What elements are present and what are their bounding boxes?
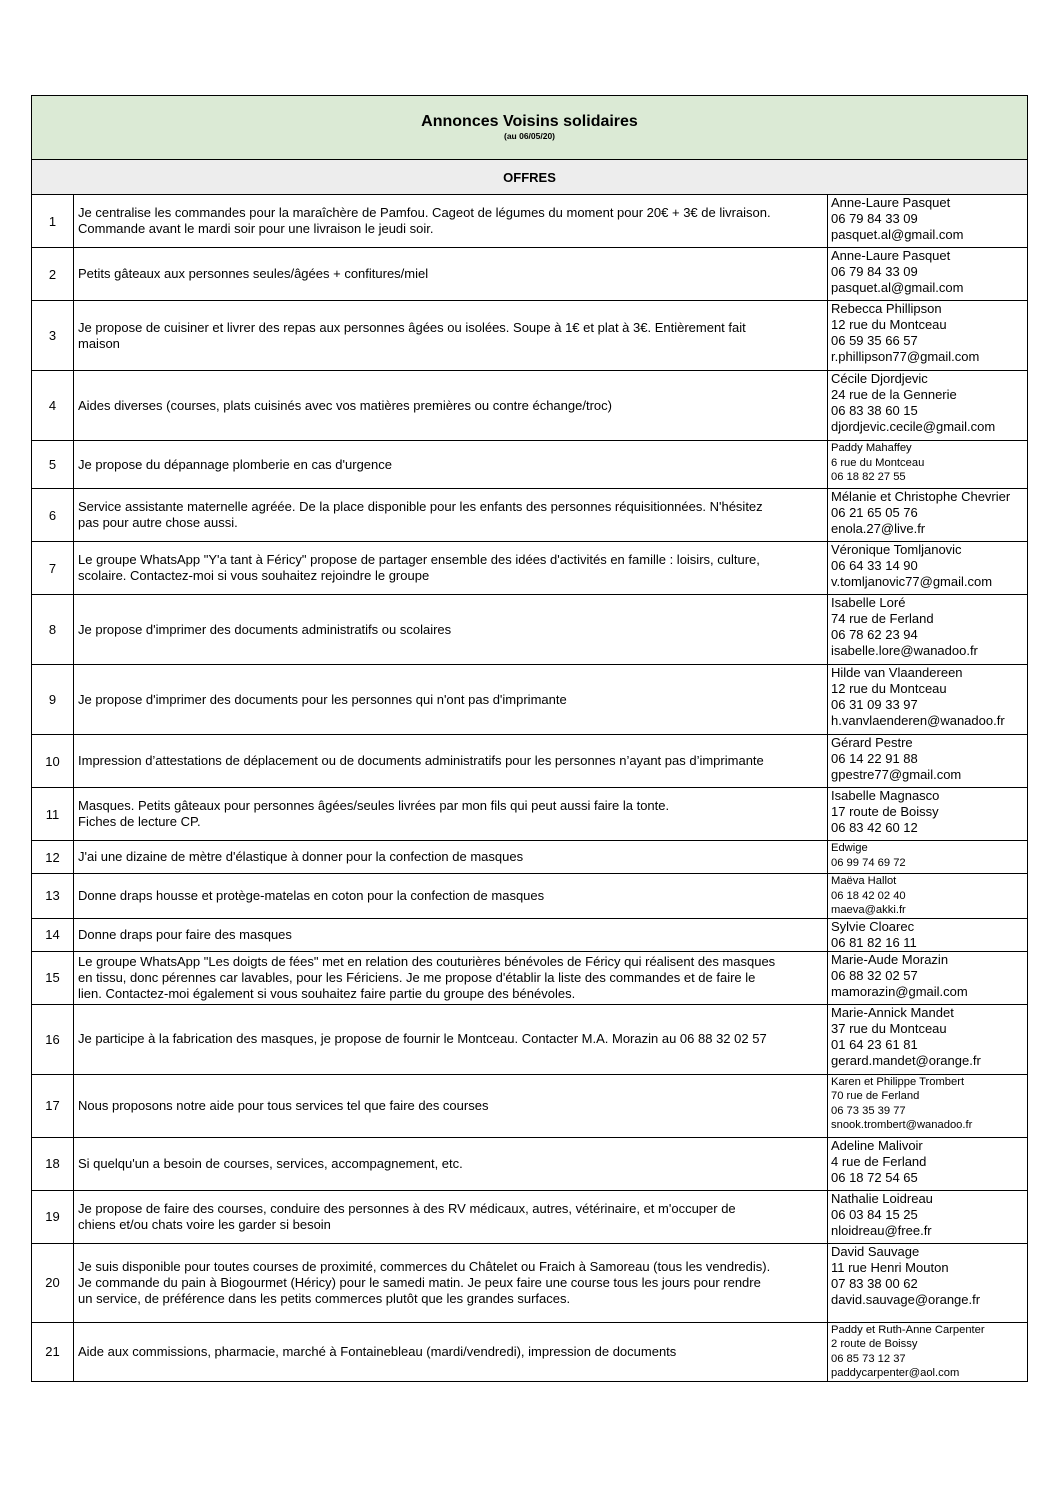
contact-line: 01 64 23 61 81 bbox=[831, 1036, 918, 1052]
contact-line: 17 route de Boissy bbox=[831, 804, 939, 819]
description-line: maison bbox=[78, 335, 120, 351]
offer-number: 11 bbox=[32, 788, 74, 841]
contact-line: gpestre77@gmail.com bbox=[831, 767, 962, 782]
table-row bbox=[32, 542, 1028, 595]
contact-line: Isabelle Loré bbox=[831, 595, 906, 610]
contact-line: 06 88 32 02 57 bbox=[831, 967, 918, 983]
description-line: Si quelqu'un a besoin de courses, services, accompagnement, etc. bbox=[78, 1155, 463, 1171]
description-line: en tissu, donc pérennes car lavables, pour les Fériciens. Je me propose d'établir la liste des commandes et de faire le bbox=[78, 969, 756, 985]
contact-line: Paddy Mahaffey bbox=[831, 442, 912, 454]
description-line: Je propose du dépannage plomberie en cas d'urgence bbox=[78, 456, 392, 472]
offer-number: 12 bbox=[32, 841, 74, 874]
contact-line: Anne-Laure Pasquet bbox=[831, 195, 951, 210]
contact-line: Paddy et Ruth-Anne Carpenter bbox=[831, 1323, 985, 1336]
offer-contact bbox=[828, 195, 1028, 248]
offer-description bbox=[74, 1074, 828, 1137]
contact-line: Isabelle Magnasco bbox=[831, 788, 940, 803]
table-row bbox=[32, 195, 1028, 248]
offer-description bbox=[74, 301, 828, 371]
table-row bbox=[32, 489, 1028, 542]
offer-number: 8 bbox=[32, 595, 74, 665]
description-line: Je propose de cuisiner et livrer des repas aux personnes âgées ou isolées. Soupe à 1€ et plat à 3€. Entièrement fait bbox=[78, 319, 746, 335]
description-line: pas pour autre chose aussi. bbox=[78, 515, 238, 530]
table-row bbox=[32, 595, 1028, 665]
offer-number: 1 bbox=[32, 195, 74, 248]
description-line: scolaire. Contactez-moi si vous souhaitez rejoindre le groupe bbox=[78, 568, 430, 583]
description-line: Donne draps housse et protège-matelas en coton pour la confection de masques bbox=[78, 887, 545, 903]
offer-contact bbox=[828, 951, 1028, 1004]
offer-description bbox=[74, 248, 828, 301]
contact-line: 12 rue du Montceau bbox=[831, 317, 947, 332]
description-line: lien. Contactez-moi également si vous souhaitez faire partie du groupe des bénévoles. bbox=[78, 985, 576, 1001]
contact-line: enola.27@live.fr bbox=[831, 521, 926, 536]
offer-number: 16 bbox=[32, 1004, 74, 1074]
offer-description bbox=[74, 595, 828, 665]
offer-contact bbox=[828, 248, 1028, 301]
table-row bbox=[32, 1004, 1028, 1074]
offer-contact bbox=[828, 1190, 1028, 1243]
contact-line: pasquet.al@gmail.com bbox=[831, 227, 964, 242]
offer-description bbox=[74, 1190, 828, 1243]
contact-line: Maëva Hallot bbox=[831, 875, 897, 887]
contact-line: 06 18 82 27 55 bbox=[831, 471, 906, 483]
contact-line: 06 03 84 15 25 bbox=[831, 1206, 918, 1222]
title-cell bbox=[32, 96, 1028, 160]
offer-contact bbox=[828, 371, 1028, 441]
contact-line: Edwige bbox=[831, 842, 868, 854]
offer-description bbox=[74, 1137, 828, 1190]
table-row bbox=[32, 248, 1028, 301]
contact-line: v.tomljanovic77@gmail.com bbox=[831, 574, 993, 589]
offer-description bbox=[74, 735, 828, 788]
contact-line: 06 73 35 39 77 bbox=[831, 1104, 906, 1117]
offer-description bbox=[74, 841, 828, 874]
contact-line: Nathalie Loidreau bbox=[831, 1190, 933, 1206]
offer-description bbox=[74, 874, 828, 919]
contact-line: 06 18 72 54 65 bbox=[831, 1169, 918, 1185]
table-row bbox=[32, 441, 1028, 489]
offer-number: 7 bbox=[32, 542, 74, 595]
table-row bbox=[32, 1074, 1028, 1137]
offer-description bbox=[74, 1004, 828, 1074]
description-line: J'ai une dizaine de mètre d'élastique à donner pour la confection de masques bbox=[78, 849, 524, 864]
offer-description bbox=[74, 918, 828, 951]
description-line: Petits gâteaux aux personnes seules/âgées + confitures/miel bbox=[78, 266, 429, 281]
offer-description bbox=[74, 1322, 828, 1381]
contact-line: 06 78 62 23 94 bbox=[831, 627, 918, 642]
offer-number: 4 bbox=[32, 371, 74, 441]
offer-description bbox=[74, 195, 828, 248]
contact-line: h.vanvlaenderen@wanadoo.fr bbox=[831, 713, 1005, 728]
title-row bbox=[32, 96, 1028, 160]
description-line: Je propose d'imprimer des documents administratifs ou scolaires bbox=[78, 621, 452, 637]
contact-line: r.phillipson77@gmail.com bbox=[831, 349, 980, 364]
offer-number: 20 bbox=[32, 1243, 74, 1322]
description-line: Le groupe WhatsApp "Y'a tant à Féricy" propose de partager ensemble des idées d'activités en famille : loisirs, culture, bbox=[78, 552, 760, 567]
contact-line: maeva@akki.fr bbox=[831, 904, 906, 916]
offer-description bbox=[74, 489, 828, 542]
offer-number: 10 bbox=[32, 735, 74, 788]
contact-line: gerard.mandet@orange.fr bbox=[831, 1052, 981, 1068]
table-row bbox=[32, 788, 1028, 841]
table-row bbox=[32, 874, 1028, 919]
offer-contact bbox=[828, 918, 1028, 951]
offer-description bbox=[74, 371, 828, 441]
offer-number: 2 bbox=[32, 248, 74, 301]
offer-number: 3 bbox=[32, 301, 74, 371]
table-row bbox=[32, 841, 1028, 874]
offer-number: 6 bbox=[32, 489, 74, 542]
contact-line: Adeline Malivoir bbox=[831, 1137, 923, 1153]
page-title: Annonces Voisins solidaires bbox=[421, 113, 638, 130]
offer-number: 18 bbox=[32, 1137, 74, 1190]
offer-number: 17 bbox=[32, 1074, 74, 1137]
table-row bbox=[32, 1190, 1028, 1243]
contact-line: Véronique Tomljanovic bbox=[831, 542, 962, 557]
contact-line: Marie-Annick Mandet bbox=[831, 1004, 954, 1020]
contact-line: Rebecca Phillipson bbox=[831, 301, 942, 316]
description-line: Aide aux commissions, pharmacie, marché à Fontainebleau (mardi/vendredi), impression de documents bbox=[78, 1343, 677, 1359]
contact-line: djordjevic.cecile@gmail.com bbox=[831, 419, 996, 434]
contact-line: Mélanie et Christophe Chevrier bbox=[831, 489, 1011, 504]
contact-line: David Sauvage bbox=[831, 1243, 920, 1259]
contact-line: 06 85 73 12 37 bbox=[831, 1352, 906, 1365]
offer-contact bbox=[828, 1004, 1028, 1074]
description-line: Je suis disponible pour toutes courses de proximité, commerces du Châtelet ou Fraich à Samoreau (tous les vendredis). bbox=[78, 1258, 771, 1274]
offer-contact bbox=[828, 841, 1028, 874]
table-row bbox=[32, 918, 1028, 951]
offer-number: 9 bbox=[32, 665, 74, 735]
description-line: Je participe à la fabrication des masques, je propose de fournir le Montceau. Contacter M.A. Morazin au 06 88 32 02 57 bbox=[78, 1031, 767, 1046]
description-line: Je propose d'imprimer des documents pour les personnes qui n'ont pas d'imprimante bbox=[78, 691, 567, 707]
offer-contact bbox=[828, 874, 1028, 919]
contact-line: Cécile Djordjevic bbox=[831, 371, 928, 386]
offer-contact bbox=[828, 665, 1028, 735]
contact-line: isabelle.lore@wanadoo.fr bbox=[831, 643, 978, 658]
offer-contact bbox=[828, 788, 1028, 841]
contact-line: 06 64 33 14 90 bbox=[831, 558, 918, 573]
contact-line: 06 83 38 60 15 bbox=[831, 403, 918, 418]
offer-number: 5 bbox=[32, 441, 74, 489]
contact-line: 70 rue de Ferland bbox=[831, 1090, 920, 1102]
table-row bbox=[32, 951, 1028, 1004]
page-subtitle: (au 06/05/20) bbox=[503, 131, 556, 141]
description-line: Masques. Petits gâteaux pour personnes âgées/seules livrées par mon fils qui peut aussi faire la tonte. bbox=[78, 798, 670, 813]
offer-number: 13 bbox=[32, 874, 74, 919]
contact-line: Hilde van Vlaandereen bbox=[831, 665, 963, 680]
contact-line: 06 14 22 91 88 bbox=[831, 751, 918, 766]
offer-number: 21 bbox=[32, 1322, 74, 1381]
description-line: Impression d’attestations de déplacement ou de documents administratifs pour les personnes n’ayant pas d’imprimante bbox=[78, 753, 764, 768]
description-line: Aides diverses (courses, plats cuisinés avec vos matières premières ou contre échange/troc) bbox=[78, 397, 612, 413]
contact-line: 37 rue du Montceau bbox=[831, 1020, 947, 1036]
offers-table bbox=[31, 95, 1028, 1382]
offer-contact bbox=[828, 542, 1028, 595]
description-line: Donne draps pour faire des masques bbox=[78, 926, 292, 942]
contact-line: pasquet.al@gmail.com bbox=[831, 280, 964, 295]
contact-line: 06 31 09 33 97 bbox=[831, 697, 918, 712]
offer-number: 19 bbox=[32, 1190, 74, 1243]
contact-line: 06 79 84 33 09 bbox=[831, 264, 918, 279]
contact-line: 6 rue du Montceau bbox=[831, 456, 925, 469]
contact-line: snook.trombert@wanadoo.fr bbox=[831, 1119, 973, 1131]
contact-line: Karen et Philippe Trombert bbox=[831, 1075, 965, 1088]
contact-line: 24 rue de la Gennerie bbox=[831, 387, 957, 402]
table-row bbox=[32, 1322, 1028, 1381]
offer-contact bbox=[828, 735, 1028, 788]
offer-contact bbox=[828, 301, 1028, 371]
offer-description bbox=[74, 441, 828, 489]
offer-contact bbox=[828, 1322, 1028, 1381]
table-row bbox=[32, 371, 1028, 441]
contact-line: 06 81 82 16 11 bbox=[831, 934, 917, 950]
contact-line: 07 83 38 00 62 bbox=[831, 1275, 918, 1291]
contact-line: david.sauvage@orange.fr bbox=[831, 1291, 981, 1307]
contact-line: 06 18 42 02 40 bbox=[831, 889, 906, 902]
offer-contact bbox=[828, 1243, 1028, 1322]
table-row bbox=[32, 735, 1028, 788]
contact-line: Sylvie Cloarec bbox=[831, 918, 915, 934]
description-line: chiens et/ou chats voire les garder si besoin bbox=[78, 1216, 331, 1232]
contact-line: mamorazin@gmail.com bbox=[831, 983, 968, 999]
description-line: Je propose de faire des courses, conduire des personnes à des RV médicaux, autres, vétérinaire, et m'occuper de bbox=[78, 1200, 736, 1216]
table-row bbox=[32, 1243, 1028, 1322]
description-line: Service assistante maternelle agréée. De la place disponible pour les enfants des personnes réquisitionnées. N'hésitez bbox=[78, 499, 763, 514]
section-header: OFFRES bbox=[32, 160, 1028, 195]
offer-contact bbox=[828, 1137, 1028, 1190]
description-line: Je commande du pain à Biogourmet (Héricy) pour le samedi matin. Je peux faire une course tous les jours pour rendre bbox=[78, 1274, 761, 1290]
offer-description bbox=[74, 542, 828, 595]
contact-line: 06 21 65 05 76 bbox=[831, 505, 918, 520]
description-line: Le groupe WhatsApp "Les doigts de fées" met en relation des couturières bénévoles de Féricy qui réalisent des masques bbox=[78, 953, 776, 969]
contact-line: nloidreau@free.fr bbox=[831, 1222, 932, 1238]
contact-line: Anne-Laure Pasquet bbox=[831, 248, 951, 263]
contact-line: 06 79 84 33 09 bbox=[831, 211, 918, 226]
offer-description bbox=[74, 1243, 828, 1322]
section-row bbox=[32, 160, 1028, 195]
description-line: Fiches de lecture CP. bbox=[78, 814, 201, 829]
contact-line: 11 rue Henri Mouton bbox=[831, 1259, 949, 1275]
contact-line: 12 rue du Montceau bbox=[831, 681, 947, 696]
offer-contact bbox=[828, 441, 1028, 489]
contact-line: 74 rue de Ferland bbox=[831, 611, 934, 626]
description-line: un service, de préférence dans les petits commerces plutôt que les grandes surfaces. bbox=[78, 1290, 571, 1306]
description-line: Je centralise les commandes pour la maraîchère de Pamfou. Cageot de légumes du moment pour 20€ + 3€ de livraison. bbox=[78, 205, 771, 220]
offer-contact bbox=[828, 489, 1028, 542]
table-row bbox=[32, 1137, 1028, 1190]
offer-number: 14 bbox=[32, 918, 74, 951]
table-row bbox=[32, 301, 1028, 371]
contact-line: paddycarpenter@aol.com bbox=[831, 1367, 960, 1379]
contact-line: Marie-Aude Morazin bbox=[831, 951, 949, 967]
contact-line: Gérard Pestre bbox=[831, 735, 913, 750]
description-line: Nous proposons notre aide pour tous services tel que faire des courses bbox=[78, 1097, 489, 1113]
offer-contact bbox=[828, 1074, 1028, 1137]
offer-contact bbox=[828, 595, 1028, 665]
offer-description bbox=[74, 951, 828, 1004]
contact-line: 06 59 35 66 57 bbox=[831, 333, 918, 348]
offer-number: 15 bbox=[32, 951, 74, 1004]
contact-line: 06 83 42 60 12 bbox=[831, 820, 918, 835]
offer-description bbox=[74, 665, 828, 735]
contact-line: 06 99 74 69 72 bbox=[831, 856, 906, 869]
contact-line: 2 route de Boissy bbox=[831, 1338, 918, 1350]
offer-description bbox=[74, 788, 828, 841]
contact-line: 4 rue de Ferland bbox=[831, 1153, 927, 1169]
description-line: Commande avant le mardi soir pour une livraison le jeudi soir. bbox=[78, 221, 434, 236]
table-row bbox=[32, 665, 1028, 735]
